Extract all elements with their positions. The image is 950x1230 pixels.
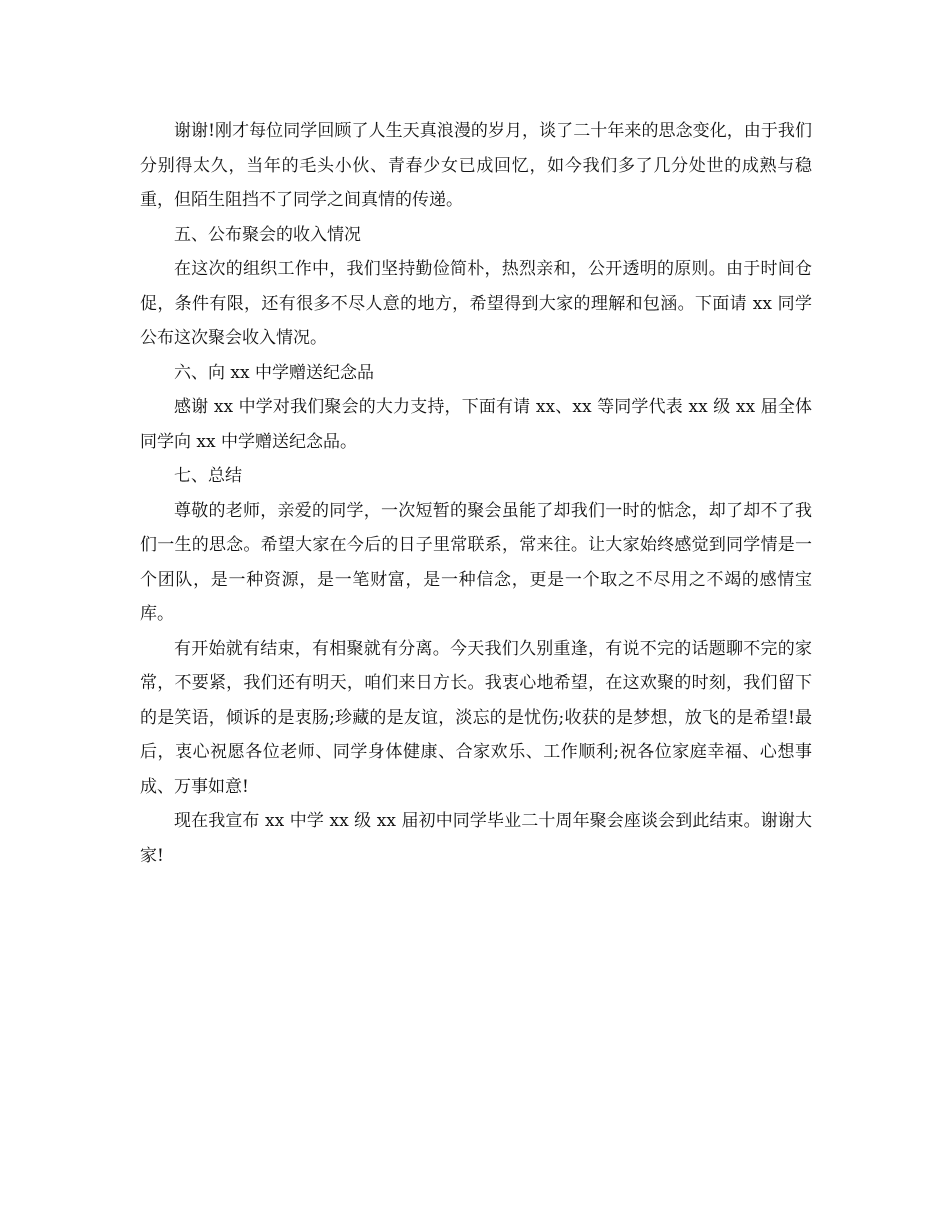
section-heading-gift: 六、向 xx 中学赠送纪念品 — [174, 362, 374, 383]
paragraph-summary: 尊敬的老师，亲爱的同学，一次短暂的聚会虽能了却我们一时的惦念，却了却不了我们一生的思念。希望大家在今后的日子里常联系，常来往。让大家始终感觉到同学情是一个团队，是一种资源，是一笔财富，是一种信念，更是一个取之不尽用之不竭的感情宝库。 — [140, 500, 812, 624]
section-heading-income: 五、公布聚会的收入情况 — [174, 224, 361, 245]
paragraph-farewell: 有开始就有结束，有相聚就有分离。今天我们久别重逢，有说不完的话题聊不完的家常，不要紧，我们还有明天，咱们来日方长。我衷心地希望，在这欢聚的时刻，我们留下的是笑语，倾诉的是衷肠;珍藏的是友谊，淡忘的是忧伤;收获的是梦想，放飞的是希望!最后，衷心祝愿各位老师、同学身体健康、合家欢乐、工作顺利;祝各位家庭幸福、心想事成、万事如意! — [140, 638, 812, 797]
paragraph-closing: 现在我宣布 xx 中学 xx 级 xx 届初中同学毕业二十周年聚会座谈会到此结束。谢谢大家! — [140, 811, 812, 866]
paragraph-thanks: 谢谢!刚才每位同学回顾了人生天真浪漫的岁月，谈了二十年来的思念变化，由于我们分别得太久，当年的毛头小伙、青春少女已成回忆，如今我们多了几分处世的成熟与稳重，但陌生阻挡不了同学之间真情的传递。 — [140, 121, 812, 210]
paragraph-gift: 感谢 xx 中学对我们聚会的大力支持，下面有请 xx、xx 等同学代表 xx 级 xx 届全体同学向 xx 中学赠送纪念品。 — [140, 397, 812, 452]
document-body — [140, 114, 812, 873]
section-heading-summary: 七、总结 — [174, 466, 242, 486]
paragraph-income: 在这次的组织工作中，我们坚持勤俭简朴，热烈亲和，公开透明的原则。由于时间仓促，条件有限，还有很多不尽人意的地方，希望得到大家的理解和包涵。下面请 xx 同学公布这次聚会收入情况。 — [140, 259, 812, 348]
